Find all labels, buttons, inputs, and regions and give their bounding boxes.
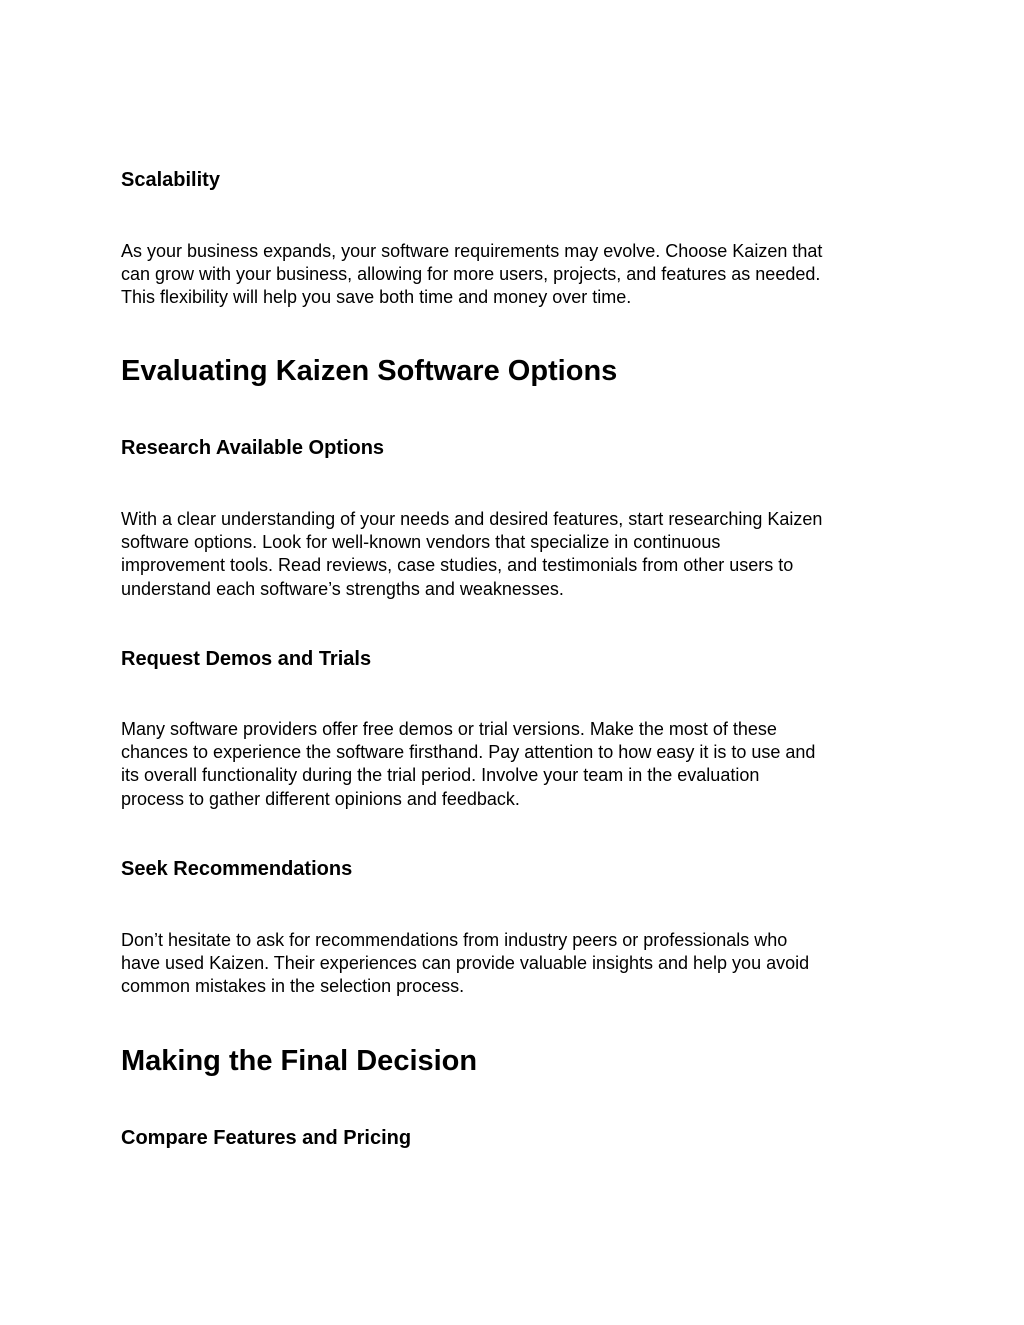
paragraph-line: With a clear understanding of your needs and desired features, start researching Kaizen [121,509,823,529]
paragraph-line: This flexibility will help you save both time and money over time. [121,287,632,308]
paragraph-line: Don’t hesitate to ask for recommendations from industry peers or professionals who [121,930,788,950]
heading-compare-features-and-pricing: Compare Features and Pricing [121,1127,412,1149]
paragraph-line: process to gather different opinions and feedback. [121,788,520,809]
paragraph-line: chances to experience the software firsthand. Pay attention to how easy it is to use and [121,742,816,763]
paragraph-line: common mistakes in the selection process. [121,976,465,997]
paragraph-line: As your business expands, your software requirements may evolve. Choose Kaizen that [121,241,823,261]
paragraph-line: Many software providers offer free demos or trial versions. Make the most of these [121,719,777,739]
paragraph-scalability [121,240,921,310]
paragraph-line: can grow with your business, allowing for more users, projects, and features as needed. [121,264,821,285]
paragraph-line: improvement tools. Read reviews, case studies, and testimonials from other users to [121,555,794,576]
paragraph-research [121,508,921,601]
paragraph-demos [121,718,921,811]
paragraph-recommendations [121,929,921,999]
heading-evaluating-kaizen-software-options: Evaluating Kaizen Software Options [121,355,618,387]
heading-research-available-options: Research Available Options [121,437,385,459]
heading-scalability: Scalability [121,169,220,191]
heading-request-demos-and-trials: Request Demos and Trials [121,648,372,670]
paragraph-line: have used Kaizen. Their experiences can provide valuable insights and help you avoid [121,953,810,974]
paragraph-line: understand each software’s strengths and weaknesses. [121,578,564,599]
heading-making-the-final-decision: Making the Final Decision [121,1045,478,1077]
heading-seek-recommendations: Seek Recommendations [121,858,353,880]
paragraph-line: software options. Look for well-known vendors that specialize in continuous [121,532,721,553]
paragraph-line: its overall functionality during the trial period. Involve your team in the evaluation [121,765,760,786]
